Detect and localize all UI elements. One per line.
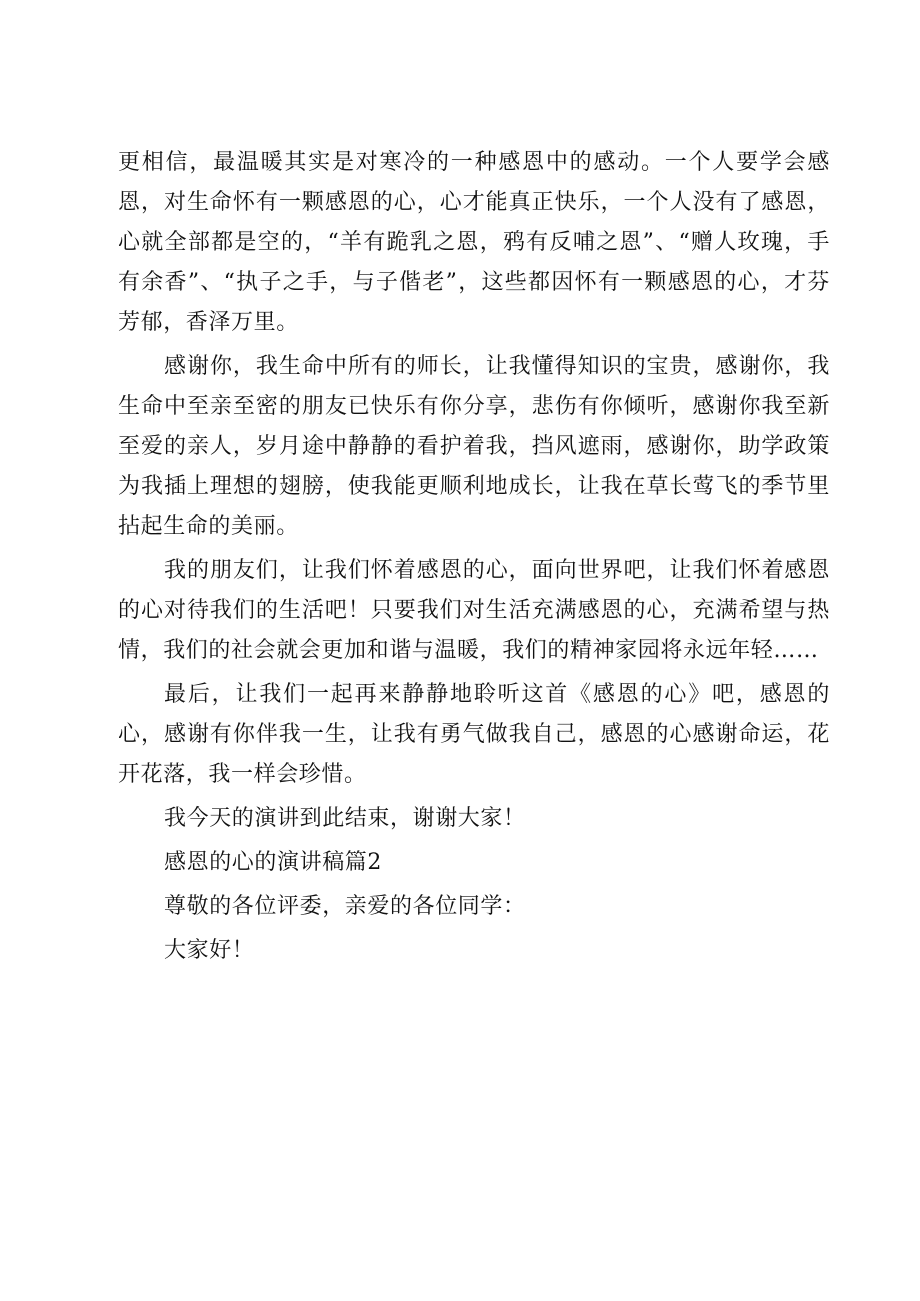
paragraph-gratitude: 感谢你，我生命中所有的师长，让我懂得知识的宝贵，感谢你，我生命中至亲至密的朋友已快乐有你分享，悲伤有你倾听，感谢你我至新至爱的亲人，岁月途中静静的看护着我，挡风遮雨，感谢你，助学政策为我插上理想的翅膀，使我能更顺利地成长，让我在草长莺飞的季节里拈起生命的美丽。 xyxy=(118,354,830,539)
paragraph-closing: 我今天的演讲到此结束，谢谢大家！ xyxy=(164,806,526,831)
section-heading: 感恩的心的演讲稿篇2 xyxy=(164,850,382,875)
greeting: 大家好！ xyxy=(164,938,255,963)
paragraph-friends: 我的朋友们，让我们怀着感恩的心，面向世界吧，让我们怀着感恩的心对待我们的生活吧！只要我们对生活充满感恩的心，充满希望与热情，我们的社会就会更加和谐与温暖，我们的精神家园将永远年轻…… xyxy=(118,558,830,663)
paragraph-conclusion: 最后，让我们一起再来静静地聆听这首《感恩的心》吧，感恩的心，感谢有你伴我一生，让我有勇气做我自己，感恩的心感谢命运，花开花落，我一样会珍惜。 xyxy=(118,682,830,787)
paragraph-continuation: 更相信，最温暖其实是对寒冷的一种感恩中的感动。一个人要学会感恩，对生命怀有一颗感恩的心，心才能真正快乐，一个人没有了感恩，心就全部都是空的，“羊有跪乳之恩，鸦有反哺之恩”、“赠人玫瑰，手有余香”、“执子之手，与子偕老”，这些都因怀有一颗感恩的心，才芬芳郁，香泽万里。 xyxy=(118,150,830,335)
salutation: 尊敬的各位评委，亲爱的各位同学： xyxy=(164,894,526,919)
document-body xyxy=(118,143,830,971)
